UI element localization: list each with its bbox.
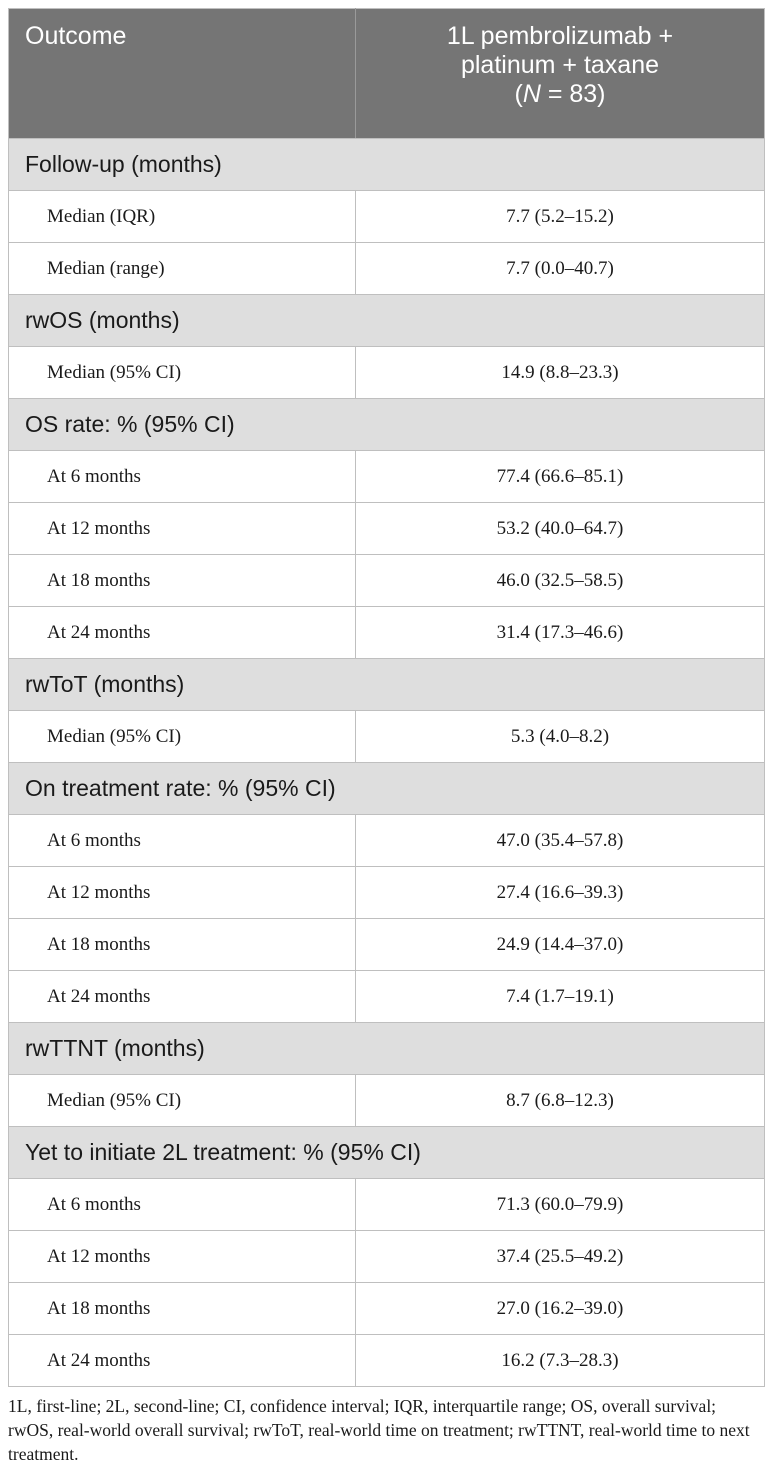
section-header-row xyxy=(9,659,765,711)
outcomes-table-container xyxy=(8,8,764,1387)
table-header xyxy=(9,9,765,139)
row-label: Median (95% CI) xyxy=(9,347,356,399)
table-row xyxy=(9,919,765,971)
table-row xyxy=(9,555,765,607)
header-treatment-group xyxy=(356,9,765,139)
table-row xyxy=(9,347,765,399)
row-value: 8.7 (6.8–12.3) xyxy=(356,1075,765,1127)
table-body xyxy=(9,139,765,1387)
row-value: 53.2 (40.0–64.7) xyxy=(356,503,765,555)
table-row xyxy=(9,815,765,867)
row-value: 71.3 (60.0–79.9) xyxy=(356,1179,765,1231)
row-label: At 24 months xyxy=(9,971,356,1023)
section-header-row xyxy=(9,295,765,347)
row-value: 31.4 (17.3–46.6) xyxy=(356,607,765,659)
section-title: On treatment rate: % (95% CI) xyxy=(9,763,765,815)
table-row xyxy=(9,1283,765,1335)
table-row xyxy=(9,243,765,295)
row-label: At 24 months xyxy=(9,607,356,659)
table-row xyxy=(9,867,765,919)
row-value: 27.0 (16.2–39.0) xyxy=(356,1283,765,1335)
section-header-row xyxy=(9,399,765,451)
header-n-italic: N xyxy=(522,80,541,108)
table-row xyxy=(9,503,765,555)
section-header-row xyxy=(9,1127,765,1179)
row-label: Median (IQR) xyxy=(9,191,356,243)
row-value: 47.0 (35.4–57.8) xyxy=(356,815,765,867)
table-row xyxy=(9,971,765,1023)
row-value: 5.3 (4.0–8.2) xyxy=(356,711,765,763)
row-value: 37.4 (25.5–49.2) xyxy=(356,1231,765,1283)
row-value: 7.4 (1.7–19.1) xyxy=(356,971,765,1023)
row-label: At 6 months xyxy=(9,815,356,867)
row-label: At 18 months xyxy=(9,555,356,607)
row-value: 46.0 (32.5–58.5) xyxy=(356,555,765,607)
section-title: rwToT (months) xyxy=(9,659,765,711)
row-value: 16.2 (7.3–28.3) xyxy=(356,1335,765,1387)
row-label: Median (95% CI) xyxy=(9,711,356,763)
section-header-row xyxy=(9,763,765,815)
table-row xyxy=(9,1075,765,1127)
table-row xyxy=(9,1179,765,1231)
row-label: At 6 months xyxy=(9,1179,356,1231)
table-row xyxy=(9,451,765,503)
table-row xyxy=(9,191,765,243)
table-row xyxy=(9,711,765,763)
row-label: At 12 months xyxy=(9,1231,356,1283)
row-value: 7.7 (0.0–40.7) xyxy=(356,243,765,295)
table-row xyxy=(9,607,765,659)
outcomes-table xyxy=(8,8,765,1387)
header-n-suffix: = 83) xyxy=(540,80,606,108)
row-value: 14.9 (8.8–23.3) xyxy=(356,347,765,399)
section-title: Yet to initiate 2L treatment: % (95% CI) xyxy=(9,1127,765,1179)
header-treatment-line1: 1L pembrolizumab + xyxy=(446,22,674,50)
table-row xyxy=(9,1231,765,1283)
section-title: rwTTNT (months) xyxy=(9,1023,765,1075)
row-label: At 12 months xyxy=(9,867,356,919)
row-value: 24.9 (14.4–37.0) xyxy=(356,919,765,971)
row-label: At 18 months xyxy=(9,1283,356,1335)
header-outcome: Outcome xyxy=(9,9,356,139)
header-n-prefix: ( xyxy=(514,80,523,108)
row-label: Median (95% CI) xyxy=(9,1075,356,1127)
section-title: Follow-up (months) xyxy=(9,139,765,191)
section-header-row xyxy=(9,139,765,191)
row-label: At 18 months xyxy=(9,919,356,971)
table-footnote: 1L, first-line; 2L, second-line; CI, confidence interval; IQR, interquartile range; OS, overall survival; rwOS, real-world overall survival; rwToT, real-world time on treatment; rwTTNT, real-world time to next treatment. xyxy=(8,1396,750,1464)
section-title: rwOS (months) xyxy=(9,295,765,347)
row-label: At 24 months xyxy=(9,1335,356,1387)
row-value: 77.4 (66.6–85.1) xyxy=(356,451,765,503)
row-value: 27.4 (16.6–39.3) xyxy=(356,867,765,919)
section-header-row xyxy=(9,1023,765,1075)
row-label: At 12 months xyxy=(9,503,356,555)
table-row xyxy=(9,1335,765,1387)
row-label: At 6 months xyxy=(9,451,356,503)
row-label: Median (range) xyxy=(9,243,356,295)
header-treatment-line2: platinum + taxane xyxy=(460,51,660,79)
row-value: 7.7 (5.2–15.2) xyxy=(356,191,765,243)
section-title: OS rate: % (95% CI) xyxy=(9,399,765,451)
